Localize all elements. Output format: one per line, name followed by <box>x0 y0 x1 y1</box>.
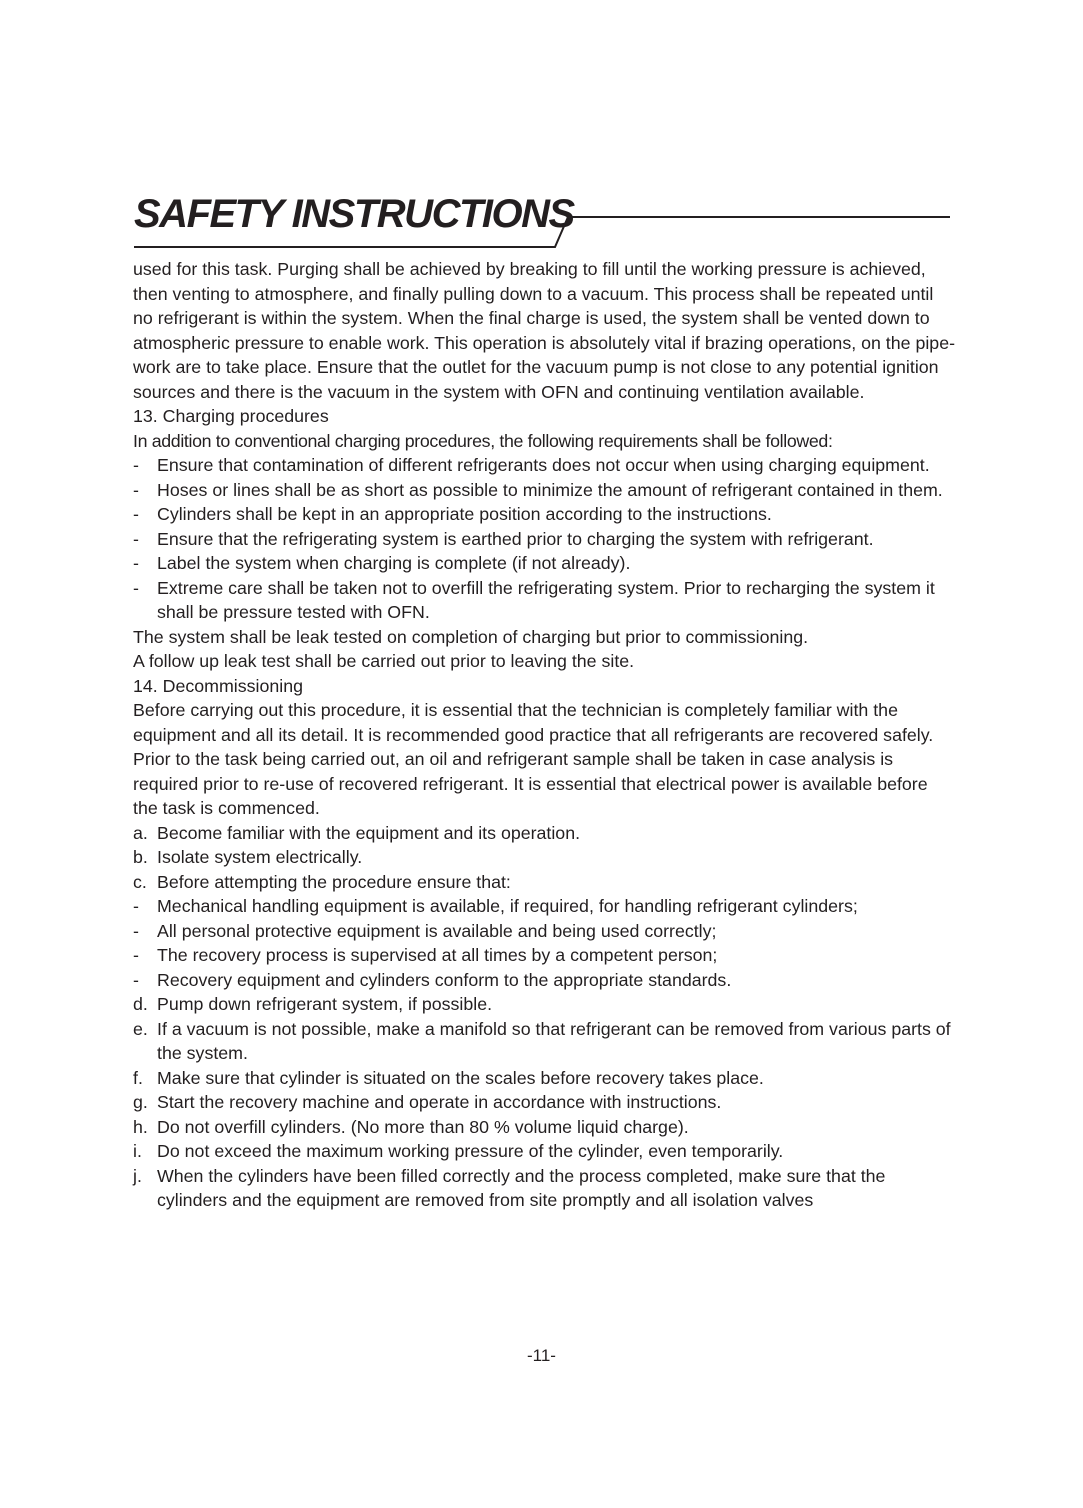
list-item-text: Pump down refrigerant system, if possible. <box>157 994 493 1014</box>
list-item-text: Mechanical handling equipment is available, if required, for handling refrigerant cylinders; <box>157 896 858 916</box>
list-marker: - <box>133 896 139 916</box>
list-item <box>133 919 955 944</box>
list-item-text: Become familiar with the equipment and its operation. <box>157 822 581 843</box>
list-item <box>133 870 955 895</box>
list-item-text: If a vacuum is not possible, make a manifold so that refrigerant can be removed from various parts of the system. <box>157 1018 951 1063</box>
list-item-text: The recovery process is supervised at all times by a competent person; <box>157 945 718 965</box>
list-marker: - <box>133 577 139 598</box>
list-marker: - <box>133 920 139 941</box>
list-item-text: Start the recovery machine and operate in accordance with instructions. <box>157 1092 722 1112</box>
list-item-text: When the cylinders have been filled correctly and the process completed, make sure that the cylinders and the equipment are removed from site promptly and all isolation valves <box>157 1165 886 1210</box>
list-marker: - <box>133 504 139 524</box>
charging-closing-1: The system shall be leak tested on completion of charging but prior to commissioning. <box>133 626 809 647</box>
list-marker: h. <box>133 1116 148 1137</box>
list-item <box>133 1090 955 1115</box>
list-marker: - <box>133 528 139 549</box>
decommissioning-intro: Before carrying out this procedure, it is essential that the technician is completely familiar with the equipment and all its detail. It is recommended good practice that all refrigerants are recovered safely. Prior to the task being carried out, an oil and refrigerant sample shall be taken in case analysis is required prior to re-use of recovered refrigerant. It is essential that electrical power is available before the task is commenced. <box>133 700 934 818</box>
body-content <box>133 257 955 1213</box>
list-item <box>133 551 955 576</box>
page-number: -11- <box>527 1346 556 1365</box>
list-item <box>133 527 955 552</box>
list-item-text: Do not exceed the maximum working pressure of the cylinder, even temporarily. <box>157 1141 784 1161</box>
list-item-text: Label the system when charging is complete (if not already). <box>157 553 631 573</box>
list-item <box>133 478 955 503</box>
list-item <box>133 1066 955 1091</box>
list-marker: b. <box>133 847 148 867</box>
list-marker: - <box>133 455 139 475</box>
list-item <box>133 1115 955 1140</box>
list-item <box>133 821 955 846</box>
list-item <box>133 992 955 1017</box>
list-item <box>133 943 955 968</box>
list-marker: i. <box>133 1141 142 1161</box>
list-item <box>133 894 955 919</box>
list-item <box>133 1017 955 1066</box>
list-marker: - <box>133 479 139 500</box>
intro-paragraph: used for this task. Purging shall be achieved by breaking to fill until the working pressure is achieved, then venting to atmosphere, and finally pulling down to a vacuum. This process shall be repeated until no refrigerant is within the system. When the final charge is used, the system shall be vented down to atmospheric pressure to enable work. This operation is absolutely vital if brazing operations, on the pipe-work are to take place. Ensure that the outlet for the vacuum pump is not close to any potential ignition sources and there is the vacuum in the system with OFN and continuing ventilation available. <box>133 259 956 402</box>
section-heading-decommissioning: 14. Decommissioning <box>133 675 303 696</box>
list-item-text: Isolate system electrically. <box>157 847 363 867</box>
list-marker: g. <box>133 1092 148 1112</box>
list-marker: d. <box>133 994 148 1014</box>
list-item <box>133 576 955 625</box>
page-title: SAFETY INSTRUCTIONS <box>134 192 574 236</box>
list-item-text: Hoses or lines shall be as short as possible to minimize the amount of refrigerant contained in them. <box>157 479 943 500</box>
list-item-text: Make sure that cylinder is situated on the scales before recovery takes place. <box>157 1067 764 1088</box>
list-item-text: Do not overfill cylinders. (No more than 80 % volume liquid charge). <box>157 1116 689 1137</box>
list-item-text: Ensure that the refrigerating system is earthed prior to charging the system with refrigerant. <box>157 528 874 549</box>
list-item <box>133 845 955 870</box>
list-marker: c. <box>133 871 147 892</box>
list-item-text: Before attempting the procedure ensure that: <box>157 871 511 892</box>
list-item <box>133 502 955 527</box>
list-item-text: Extreme care shall be taken not to overfill the refrigerating system. Prior to recharging the system it shall be pressure tested with OFN. <box>157 577 935 622</box>
list-marker: j. <box>133 1165 142 1186</box>
list-item <box>133 453 955 478</box>
list-marker: a. <box>133 822 148 843</box>
charging-closing-2: A follow up leak test shall be carried out prior to leaving the site. <box>133 651 635 671</box>
list-item-text: All personal protective equipment is available and being used correctly; <box>157 920 717 941</box>
list-item-text: Ensure that contamination of different refrigerants does not occur when using charging equipment. <box>157 455 930 475</box>
charging-intro: In addition to conventional charging procedures, the following requirements shall be followed: <box>133 430 833 451</box>
list-item <box>133 968 955 993</box>
list-marker: - <box>133 969 139 990</box>
list-item <box>133 1139 955 1164</box>
list-item <box>133 1164 955 1213</box>
list-item-text: Recovery equipment and cylinders conform to the appropriate standards. <box>157 969 732 990</box>
list-marker: e. <box>133 1018 148 1039</box>
section-heading-charging: 13. Charging procedures <box>133 406 329 426</box>
list-marker: f. <box>133 1067 143 1088</box>
list-marker: - <box>133 945 139 965</box>
list-item-text: Cylinders shall be kept in an appropriate position according to the instructions. <box>157 504 772 524</box>
list-marker: - <box>133 553 139 573</box>
